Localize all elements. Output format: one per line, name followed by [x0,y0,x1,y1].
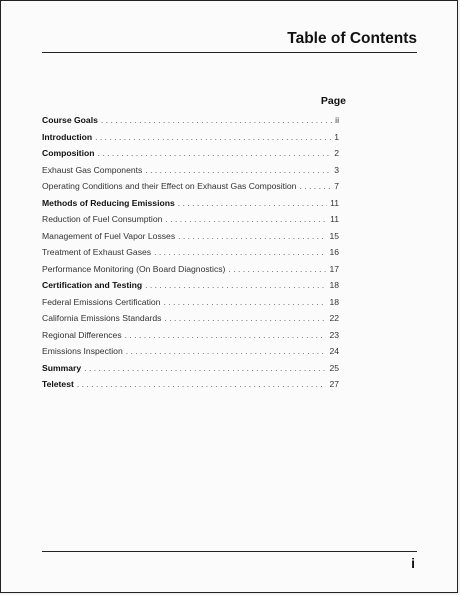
page-column-label: Page [320,95,346,107]
toc-entry-page: 18 [329,296,339,307]
toc-dot-leader [299,181,331,191]
toc-entry-label: Treatment of Exhaust Gases [42,247,152,257]
toc-entry-label: Exhaust Gas Components [42,164,143,175]
toc-dot-leader [164,313,326,323]
toc-entry-label: Teletest [42,379,74,389]
toc-entry-page: 25 [329,362,339,373]
toc-entry-page: ii [335,115,339,125]
toc-entry-page: 1 [334,131,339,142]
toc-entry-label: Federal Emissions Certification [42,296,161,307]
toc-entry-label: Performance Monitoring (On Board Diagnostics) [42,263,226,274]
toc-entry-page: 24 [329,346,339,356]
toc-entry[interactable] [42,214,339,231]
toc-entry-page: 16 [329,247,339,257]
toc-entry-page: 11 [330,214,339,224]
toc-entry-label: Composition [42,148,95,158]
toc-entry-label: Management of Fuel Vapor Losses [42,230,176,241]
toc-entry-label: Introduction [42,131,93,142]
toc-entry-page: 23 [329,329,339,340]
toc-dot-leader [101,115,332,125]
table-of-contents [42,115,339,396]
toc-entry-page: 17 [329,263,339,274]
toc-entry-page: 22 [329,313,339,323]
toc-entry[interactable] [42,148,339,165]
toc-entry-page: 15 [329,230,339,241]
toc-dot-leader [178,198,327,208]
toc-entry-label: Operating Conditions and their Effect on Exhaust Gas Composition [42,181,297,191]
toc-dot-leader [154,247,326,257]
toc-entry-label: Course Goals [42,115,98,125]
page-title: Table of Contents [287,30,417,47]
toc-dot-leader [165,214,327,224]
toc-entry[interactable] [42,132,339,149]
toc-entry-label: Summary [42,362,82,373]
toc-dot-leader [77,379,327,389]
toc-entry-label: Emissions Inspection [42,346,123,356]
header-rule [42,52,417,53]
footer-rule [42,551,417,552]
toc-entry-page: 11 [330,197,339,208]
toc-entry[interactable] [42,165,339,182]
toc-dot-leader [125,330,327,340]
toc-entry-label: Reduction of Fuel Consumption [42,214,163,224]
toc-entry[interactable] [42,181,339,198]
toc-entry-label: Regional Differences [42,329,122,340]
page-number: i [411,555,415,571]
toc-entry[interactable] [42,247,339,264]
toc-dot-leader [145,165,331,175]
toc-entry-label: Certification and Testing [42,280,143,290]
toc-dot-leader [98,148,332,158]
toc-entry[interactable] [42,313,339,330]
toc-dot-leader [145,280,326,290]
toc-dot-leader [84,363,326,373]
toc-entry-page: 2 [334,148,339,158]
toc-entry[interactable] [42,264,339,281]
toc-dot-leader [178,231,326,241]
toc-dot-leader [95,132,331,142]
toc-entry[interactable] [42,346,339,363]
toc-entry-page: 27 [329,379,339,389]
toc-entry-page: 7 [334,181,339,191]
toc-dot-leader [228,264,326,274]
toc-entry[interactable] [42,198,339,215]
toc-entry-label: Methods of Reducing Emissions [42,197,175,208]
toc-entry[interactable] [42,280,339,297]
toc-entry[interactable] [42,115,339,132]
toc-entry[interactable] [42,297,339,314]
toc-entry[interactable] [42,231,339,248]
toc-dot-leader [126,346,327,356]
toc-entry[interactable] [42,363,339,380]
toc-entry-page: 3 [334,164,339,175]
toc-entry[interactable] [42,330,339,347]
toc-entry[interactable] [42,379,339,396]
toc-dot-leader [163,297,326,307]
toc-entry-label: California Emissions Standards [42,313,162,323]
toc-entry-page: 18 [329,280,339,290]
